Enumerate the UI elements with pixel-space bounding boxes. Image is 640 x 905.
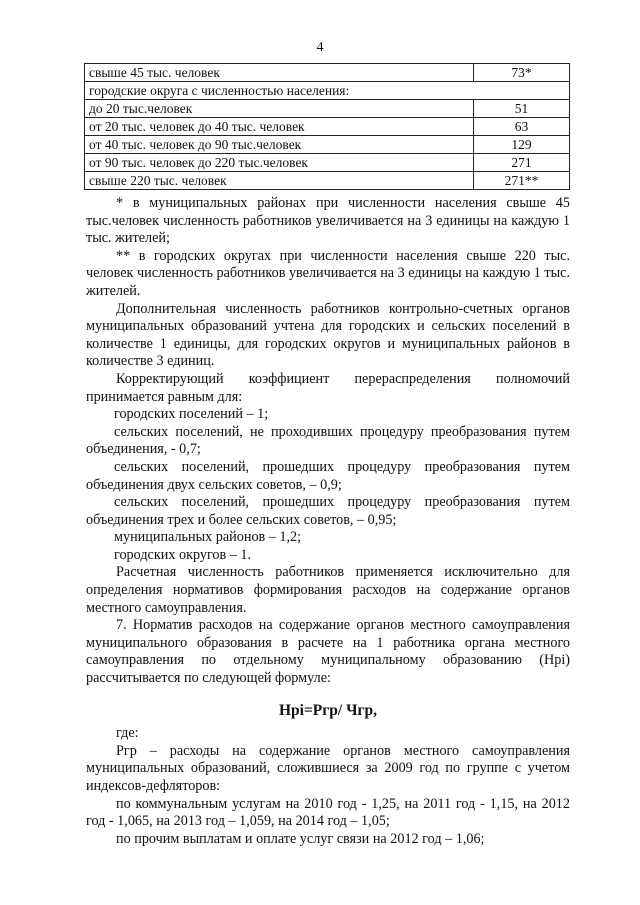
table-row [85,100,570,118]
table-row [85,82,570,100]
coefficient-item: сельских поселений, не проходивших процедуру преобразования путем объединения, - 0,7; [86,423,570,458]
coefficient-item: сельских поселений, прошедших процедуру преобразования путем объединения двух сельских советов, – 0,9; [86,458,570,493]
paragraph-where: где: [116,725,139,742]
coefficient-item: сельских поселений, прошедших процедуру преобразования путем объединения трех и более сельских советов, – 0,95; [86,494,570,528]
staff-norms-table [84,63,570,190]
table-cell-value: 73* [474,64,570,82]
table-cell-label: до 20 тыс.человек [85,100,474,118]
table-cell-label: городские округа с численностью населения: [85,82,570,100]
table-cell-label: от 20 тыс. человек до 40 тыс. человек [85,118,474,136]
table-row [85,136,570,154]
page-number: 4 [316,40,324,55]
paragraph-additional-staff: Дополнительная численность работников контрольно-счетных органов муниципальных образований учтена для городских и сельских поселений в количестве 1 единицы, для городских округов и муниципальных районов в количестве 3 единиц. [86,300,570,370]
table-cell-value: 63 [474,118,570,136]
table-cell-label: свыше 220 тыс. человек [85,172,474,190]
table-cell-value: 51 [474,100,570,118]
paragraph-other-indexes: по прочим выплатам и оплате услуг связи на 2012 год – 1,06; [116,830,485,847]
table-cell-label: свыше 45 тыс. человек [85,64,474,82]
table-row [85,118,570,136]
footnote-2: ** в городских округах при численности населения свыше 220 тыс. человек численность работников увеличивается на 3 единицы на каждую 1 тыс. жителей. [86,247,570,299]
table-row [85,154,570,172]
table-cell-value: 271** [474,172,570,190]
table-cell-label: от 40 тыс. человек до 90 тыс.человек [85,136,474,154]
paragraph-item-7: 7. Норматив расходов на содержание органов местного самоуправления муниципального образования в расчете на 1 работника органа местного самоуправления по отдельному муниципальному образованию (Нрi) рассчитывается по следующей формуле: [86,617,570,687]
footnote-1: * в муниципальных районах при численности населения свыше 45 тыс.человек численность работников увеличивается на 3 единицы на каждую 1 тыс. жителей; [86,195,570,247]
formula: Нрi=Ргр/ Чгр, [278,701,378,719]
table-row [85,64,570,82]
coefficient-item: городских поселений – 1; [114,406,269,423]
table-row [85,172,570,190]
paragraph-rgr-definition: Ргр – расходы на содержание органов местного самоуправления муниципальных образований, сложившиеся за 2009 год по группе с учетом индексов-дефляторов: [86,742,570,794]
body-text [86,195,570,848]
table-cell-label: от 90 тыс. человек до 220 тыс.человек [85,154,474,172]
table-cell-value: 129 [474,136,570,154]
coefficient-item: муниципальных районов – 1,2; [114,529,302,546]
table-cell-value: 271 [474,154,570,172]
paragraph-communal-indexes: по коммунальным услугам на 2010 год - 1,25, на 2011 год - 1,15, на 2012 год - 1,065, на 2013 год – 1,059, на 2014 год – 1,05; [86,795,570,830]
coefficient-item: городских округов – 1. [114,546,252,563]
paragraph-coefficient-intro: Корректирующий коэффициент перераспределения полномочий принимается равным для: [86,370,570,405]
paragraph-calculated-staff: Расчетная численность работников применяется исключительно для определения нормативов формирования расходов на содержание органов местного самоуправления. [86,564,570,616]
